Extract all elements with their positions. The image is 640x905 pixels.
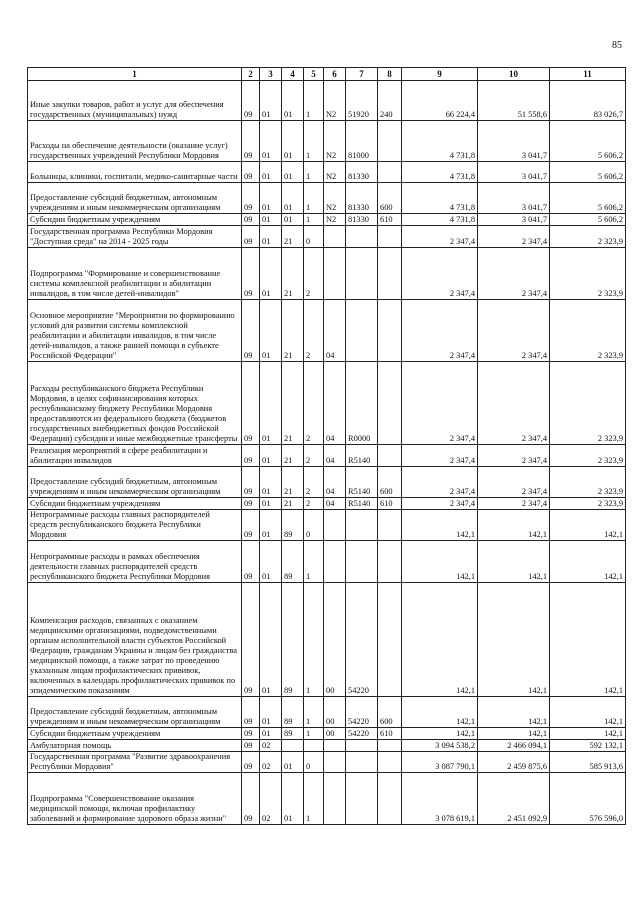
- section-code: 09: [242, 226, 260, 248]
- program-code: 01: [282, 214, 304, 226]
- amount-col-10: 142,1: [478, 697, 550, 728]
- expense-type-code: [378, 541, 402, 583]
- subprogram-code: 2: [304, 445, 324, 467]
- subprogram-code: 2: [304, 498, 324, 510]
- main-event-code: N2: [324, 162, 346, 183]
- amount-col-9: 142,1: [402, 510, 478, 541]
- table-row: [28, 81, 626, 121]
- expense-type-code: [378, 248, 402, 300]
- direction-code: 51920: [346, 81, 378, 121]
- main-event-code: N2: [324, 121, 346, 162]
- direction-code: R5140: [346, 467, 378, 498]
- amount-col-9: 142,1: [402, 583, 478, 697]
- column-header-2: 2: [242, 68, 260, 81]
- subprogram-code: 2: [304, 248, 324, 300]
- direction-code: [346, 752, 378, 773]
- program-code: 01: [282, 121, 304, 162]
- amount-col-11: 142,1: [550, 510, 626, 541]
- table-row: [28, 541, 626, 583]
- amount-col-11: 142,1: [550, 541, 626, 583]
- amount-col-9: 142,1: [402, 728, 478, 740]
- program-code: 21: [282, 248, 304, 300]
- amount-col-9: 3 087 790,1: [402, 752, 478, 773]
- budget-table: [27, 67, 626, 825]
- subprogram-code: 1: [304, 697, 324, 728]
- table-row: [28, 226, 626, 248]
- subprogram-code: 0: [304, 226, 324, 248]
- expense-type-code: 600: [378, 697, 402, 728]
- section-code: 09: [242, 498, 260, 510]
- header-row: [28, 68, 626, 81]
- amount-col-11: 142,1: [550, 728, 626, 740]
- program-code: 89: [282, 583, 304, 697]
- table-row: [28, 697, 626, 728]
- table-row: [28, 248, 626, 300]
- section-code: 09: [242, 183, 260, 214]
- subsection-code: 01: [260, 541, 282, 583]
- amount-col-10: 3 041,7: [478, 214, 550, 226]
- amount-col-11: 576 596,0: [550, 773, 626, 825]
- subprogram-code: 1: [304, 183, 324, 214]
- main-event-code: 00: [324, 583, 346, 697]
- program-code: 89: [282, 541, 304, 583]
- table-row: [28, 183, 626, 214]
- amount-col-10: 142,1: [478, 541, 550, 583]
- expense-type-code: [378, 300, 402, 362]
- amount-col-11: 5 606,2: [550, 214, 626, 226]
- main-event-code: 00: [324, 728, 346, 740]
- section-code: 09: [242, 121, 260, 162]
- amount-col-9: 4 731,8: [402, 121, 478, 162]
- subprogram-code: 1: [304, 773, 324, 825]
- amount-col-11: 592 132,1: [550, 740, 626, 752]
- row-name: Расходы на обеспечение деятельности (оказание услуг) государственных учреждений Республики Мордовия: [28, 121, 242, 162]
- amount-col-10: 2 347,4: [478, 226, 550, 248]
- subprogram-code: 1: [304, 121, 324, 162]
- row-name: Предоставление субсидий бюджетным, автономным учреждениям и иным некоммерческим организациям: [28, 697, 242, 728]
- amount-col-11: 2 323,9: [550, 226, 626, 248]
- subprogram-code: 1: [304, 541, 324, 583]
- subsection-code: 01: [260, 583, 282, 697]
- expense-type-code: [378, 226, 402, 248]
- amount-col-11: 2 323,9: [550, 362, 626, 445]
- amount-col-9: 3 094 538,2: [402, 740, 478, 752]
- section-code: 09: [242, 541, 260, 583]
- direction-code: [346, 248, 378, 300]
- subsection-code: 01: [260, 226, 282, 248]
- column-header-4: 4: [282, 68, 304, 81]
- expense-type-code: [378, 445, 402, 467]
- subprogram-code: 0: [304, 752, 324, 773]
- expense-type-code: 610: [378, 728, 402, 740]
- expense-type-code: [378, 162, 402, 183]
- row-name: Государственная программа "Развитие здравоохранения Республики Мордовия": [28, 752, 242, 773]
- amount-col-11: 83 026,7: [550, 81, 626, 121]
- main-event-code: [324, 248, 346, 300]
- amount-col-10: 2 347,4: [478, 300, 550, 362]
- section-code: 09: [242, 728, 260, 740]
- direction-code: R0000: [346, 362, 378, 445]
- section-code: 09: [242, 445, 260, 467]
- direction-code: 54220: [346, 583, 378, 697]
- main-event-code: [324, 740, 346, 752]
- row-name: Компенсация расходов, связанных с оказанием медицинскими организациями, подведомственными органам исполнительной власти субъектов Российской Федерации, гражданам Украины и лицам без гражданства медицинской помощи, а также затрат по проведению указанным лицам профилактических прививок, включенных в календарь профилактических прививок по эпидемическим показаниям: [28, 583, 242, 697]
- program-code: 01: [282, 183, 304, 214]
- table-row: [28, 214, 626, 226]
- expense-type-code: [378, 740, 402, 752]
- direction-code: 81000: [346, 121, 378, 162]
- amount-col-11: 5 606,2: [550, 121, 626, 162]
- column-header-3: 3: [260, 68, 282, 81]
- subsection-code: 01: [260, 362, 282, 445]
- row-name: Субсидии бюджетным учреждениям: [28, 728, 242, 740]
- direction-code: [346, 773, 378, 825]
- amount-col-10: 2 466 094,1: [478, 740, 550, 752]
- section-code: 09: [242, 162, 260, 183]
- program-code: 01: [282, 752, 304, 773]
- main-event-code: 04: [324, 445, 346, 467]
- column-header-5: 5: [304, 68, 324, 81]
- subprogram-code: 1: [304, 583, 324, 697]
- section-code: 09: [242, 362, 260, 445]
- main-event-code: [324, 773, 346, 825]
- amount-col-9: 2 347,4: [402, 467, 478, 498]
- amount-col-9: 4 731,8: [402, 214, 478, 226]
- subsection-code: 01: [260, 467, 282, 498]
- amount-col-11: 2 323,9: [550, 300, 626, 362]
- direction-code: R5140: [346, 445, 378, 467]
- main-event-code: [324, 541, 346, 583]
- table-row: [28, 467, 626, 498]
- table-row: [28, 162, 626, 183]
- amount-col-10: 2 347,4: [478, 362, 550, 445]
- expense-type-code: [378, 773, 402, 825]
- amount-col-10: 2 347,4: [478, 467, 550, 498]
- program-code: 89: [282, 697, 304, 728]
- subsection-code: 01: [260, 498, 282, 510]
- amount-col-10: 142,1: [478, 728, 550, 740]
- amount-col-11: 5 606,2: [550, 162, 626, 183]
- column-header-11: 11: [550, 68, 626, 81]
- row-name: Предоставление субсидий бюджетным, автономным учреждениям и иным некоммерческим организациям: [28, 467, 242, 498]
- table-row: [28, 752, 626, 773]
- row-name: Больницы, клиники, госпитали, медико-санитарные части: [28, 162, 242, 183]
- amount-col-10: 3 041,7: [478, 183, 550, 214]
- amount-col-10: 2 459 875,6: [478, 752, 550, 773]
- expense-type-code: 610: [378, 498, 402, 510]
- direction-code: 54220: [346, 697, 378, 728]
- section-code: 09: [242, 467, 260, 498]
- program-code: 21: [282, 445, 304, 467]
- expense-type-code: [378, 583, 402, 697]
- table-row: [28, 362, 626, 445]
- subsection-code: 01: [260, 445, 282, 467]
- expense-type-code: 240: [378, 81, 402, 121]
- main-event-code: 04: [324, 498, 346, 510]
- row-name: Непрограммные расходы в рамках обеспечения деятельности главных распорядителей средств республиканского бюджета Республики Мордовия: [28, 541, 242, 583]
- amount-col-11: 5 606,2: [550, 183, 626, 214]
- amount-col-10: 2 451 092,9: [478, 773, 550, 825]
- subsection-code: 01: [260, 81, 282, 121]
- amount-col-9: 2 347,4: [402, 300, 478, 362]
- main-event-code: 04: [324, 300, 346, 362]
- table-row: [28, 121, 626, 162]
- section-code: 09: [242, 697, 260, 728]
- amount-col-9: 142,1: [402, 541, 478, 583]
- expense-type-code: [378, 362, 402, 445]
- row-name: Субсидии бюджетным учреждениям: [28, 498, 242, 510]
- column-header-6: 6: [324, 68, 346, 81]
- amount-col-11: 142,1: [550, 697, 626, 728]
- amount-col-9: 4 731,8: [402, 183, 478, 214]
- expense-type-code: [378, 121, 402, 162]
- direction-code: [346, 226, 378, 248]
- expense-type-code: 600: [378, 467, 402, 498]
- main-event-code: N2: [324, 214, 346, 226]
- direction-code: [346, 541, 378, 583]
- section-code: 09: [242, 740, 260, 752]
- column-header-7: 7: [346, 68, 378, 81]
- column-header-1: 1: [28, 68, 242, 81]
- column-header-8: 8: [378, 68, 402, 81]
- main-event-code: N2: [324, 183, 346, 214]
- amount-col-9: 2 347,4: [402, 498, 478, 510]
- amount-col-11: 142,1: [550, 583, 626, 697]
- amount-col-11: 2 323,9: [550, 248, 626, 300]
- page-number: 85: [612, 40, 622, 51]
- subprogram-code: 2: [304, 300, 324, 362]
- amount-col-9: 3 078 619,1: [402, 773, 478, 825]
- subsection-code: 01: [260, 728, 282, 740]
- section-code: 09: [242, 752, 260, 773]
- program-code: 21: [282, 467, 304, 498]
- main-event-code: 04: [324, 467, 346, 498]
- program-code: 89: [282, 728, 304, 740]
- direction-code: 54220: [346, 728, 378, 740]
- section-code: 09: [242, 81, 260, 121]
- row-name: Расходы республиканского бюджета Республики Мордовия, в целях софинансирования которых республиканскому бюджету Республики Мордовия предоставляются из федерального бюджета (бюджетов государственных внебюджетных фондов Российской Федерации) субсидии и иные межбюджетные трансферты: [28, 362, 242, 445]
- amount-col-11: 2 323,9: [550, 467, 626, 498]
- subsection-code: 01: [260, 121, 282, 162]
- main-event-code: 00: [324, 697, 346, 728]
- subsection-code: 01: [260, 697, 282, 728]
- amount-col-9: 2 347,4: [402, 226, 478, 248]
- amount-col-9: 2 347,4: [402, 362, 478, 445]
- amount-col-11: 585 913,6: [550, 752, 626, 773]
- amount-col-10: 2 347,4: [478, 498, 550, 510]
- main-event-code: N2: [324, 81, 346, 121]
- amount-col-10: 3 041,7: [478, 121, 550, 162]
- subsection-code: 01: [260, 248, 282, 300]
- subprogram-code: 1: [304, 214, 324, 226]
- subsection-code: 02: [260, 773, 282, 825]
- subsection-code: 01: [260, 214, 282, 226]
- amount-col-9: 66 224,4: [402, 81, 478, 121]
- main-event-code: [324, 226, 346, 248]
- amount-col-9: 2 347,4: [402, 248, 478, 300]
- table-row: [28, 583, 626, 697]
- table-row: [28, 445, 626, 467]
- subprogram-code: 0: [304, 510, 324, 541]
- amount-col-11: 2 323,9: [550, 498, 626, 510]
- program-code: 21: [282, 300, 304, 362]
- amount-col-9: 142,1: [402, 697, 478, 728]
- table-row: [28, 300, 626, 362]
- subprogram-code: [304, 740, 324, 752]
- table-row: [28, 510, 626, 541]
- direction-code: 81330: [346, 214, 378, 226]
- subsection-code: 02: [260, 740, 282, 752]
- section-code: 09: [242, 300, 260, 362]
- program-code: 89: [282, 510, 304, 541]
- table-row: [28, 740, 626, 752]
- section-code: 09: [242, 773, 260, 825]
- subprogram-code: 2: [304, 362, 324, 445]
- row-name: Амбулаторная помощь: [28, 740, 242, 752]
- program-code: 21: [282, 498, 304, 510]
- column-header-9: 9: [402, 68, 478, 81]
- expense-type-code: 610: [378, 214, 402, 226]
- amount-col-10: 51 558,6: [478, 81, 550, 121]
- subsection-code: 01: [260, 162, 282, 183]
- subprogram-code: 1: [304, 162, 324, 183]
- section-code: 09: [242, 248, 260, 300]
- main-event-code: 04: [324, 362, 346, 445]
- table-row: [28, 728, 626, 740]
- amount-col-10: 2 347,4: [478, 445, 550, 467]
- direction-code: 81330: [346, 183, 378, 214]
- expense-type-code: [378, 752, 402, 773]
- program-code: 01: [282, 773, 304, 825]
- amount-col-10: 142,1: [478, 510, 550, 541]
- direction-code: R5140: [346, 498, 378, 510]
- main-event-code: [324, 752, 346, 773]
- section-code: 09: [242, 510, 260, 541]
- subprogram-code: 2: [304, 467, 324, 498]
- subprogram-code: 1: [304, 81, 324, 121]
- program-code: 21: [282, 226, 304, 248]
- row-name: Основное мероприятие "Мероприятия по формированию условий для развития системы комплексной реабилитации и абилитации инвалидов, в том числе детей-инвалидов, а также ранней помощи в субъекте Российской Федерации": [28, 300, 242, 362]
- row-name: Государственная программа Республики Мордовия "Доступная среда" на 2014 - 2025 годы: [28, 226, 242, 248]
- row-name: Реализация мероприятий в сфере реабилитации и абилитации инвалидов: [28, 445, 242, 467]
- table-row: [28, 773, 626, 825]
- amount-col-11: 2 323,9: [550, 445, 626, 467]
- table-row: [28, 498, 626, 510]
- program-code: 01: [282, 162, 304, 183]
- subsection-code: 01: [260, 300, 282, 362]
- row-name: Непрограммные расходы главных распорядителей средств республиканского бюджета Республики Мордовия: [28, 510, 242, 541]
- program-code: 01: [282, 81, 304, 121]
- row-name: Подпрограмма "Совершенствование оказания медицинской помощи, включая профилактику заболеваний и формирование здорового образа жизни": [28, 773, 242, 825]
- direction-code: [346, 740, 378, 752]
- row-name: Иные закупки товаров, работ и услуг для обеспечения государственных (муниципальных) нужд: [28, 81, 242, 121]
- direction-code: [346, 510, 378, 541]
- section-code: 09: [242, 214, 260, 226]
- row-name: Предоставление субсидий бюджетным, автономным учреждениям и иным некоммерческим организациям: [28, 183, 242, 214]
- program-code: [282, 740, 304, 752]
- expense-type-code: [378, 510, 402, 541]
- main-event-code: [324, 510, 346, 541]
- direction-code: [346, 300, 378, 362]
- program-code: 21: [282, 362, 304, 445]
- amount-col-9: 2 347,4: [402, 445, 478, 467]
- amount-col-10: 142,1: [478, 583, 550, 697]
- expense-type-code: 600: [378, 183, 402, 214]
- row-name: Подпрограмма "Формирование и совершенствование системы комплексной реабилитации и абилитации инвалидов, в том числе детей-инвалидов": [28, 248, 242, 300]
- amount-col-10: 3 041,7: [478, 162, 550, 183]
- subsection-code: 01: [260, 183, 282, 214]
- subsection-code: 02: [260, 752, 282, 773]
- section-code: 09: [242, 583, 260, 697]
- subsection-code: 01: [260, 510, 282, 541]
- direction-code: 81330: [346, 162, 378, 183]
- column-header-10: 10: [478, 68, 550, 81]
- subprogram-code: 1: [304, 728, 324, 740]
- amount-col-10: 2 347,4: [478, 248, 550, 300]
- row-name: Субсидии бюджетным учреждениям: [28, 214, 242, 226]
- amount-col-9: 4 731,8: [402, 162, 478, 183]
